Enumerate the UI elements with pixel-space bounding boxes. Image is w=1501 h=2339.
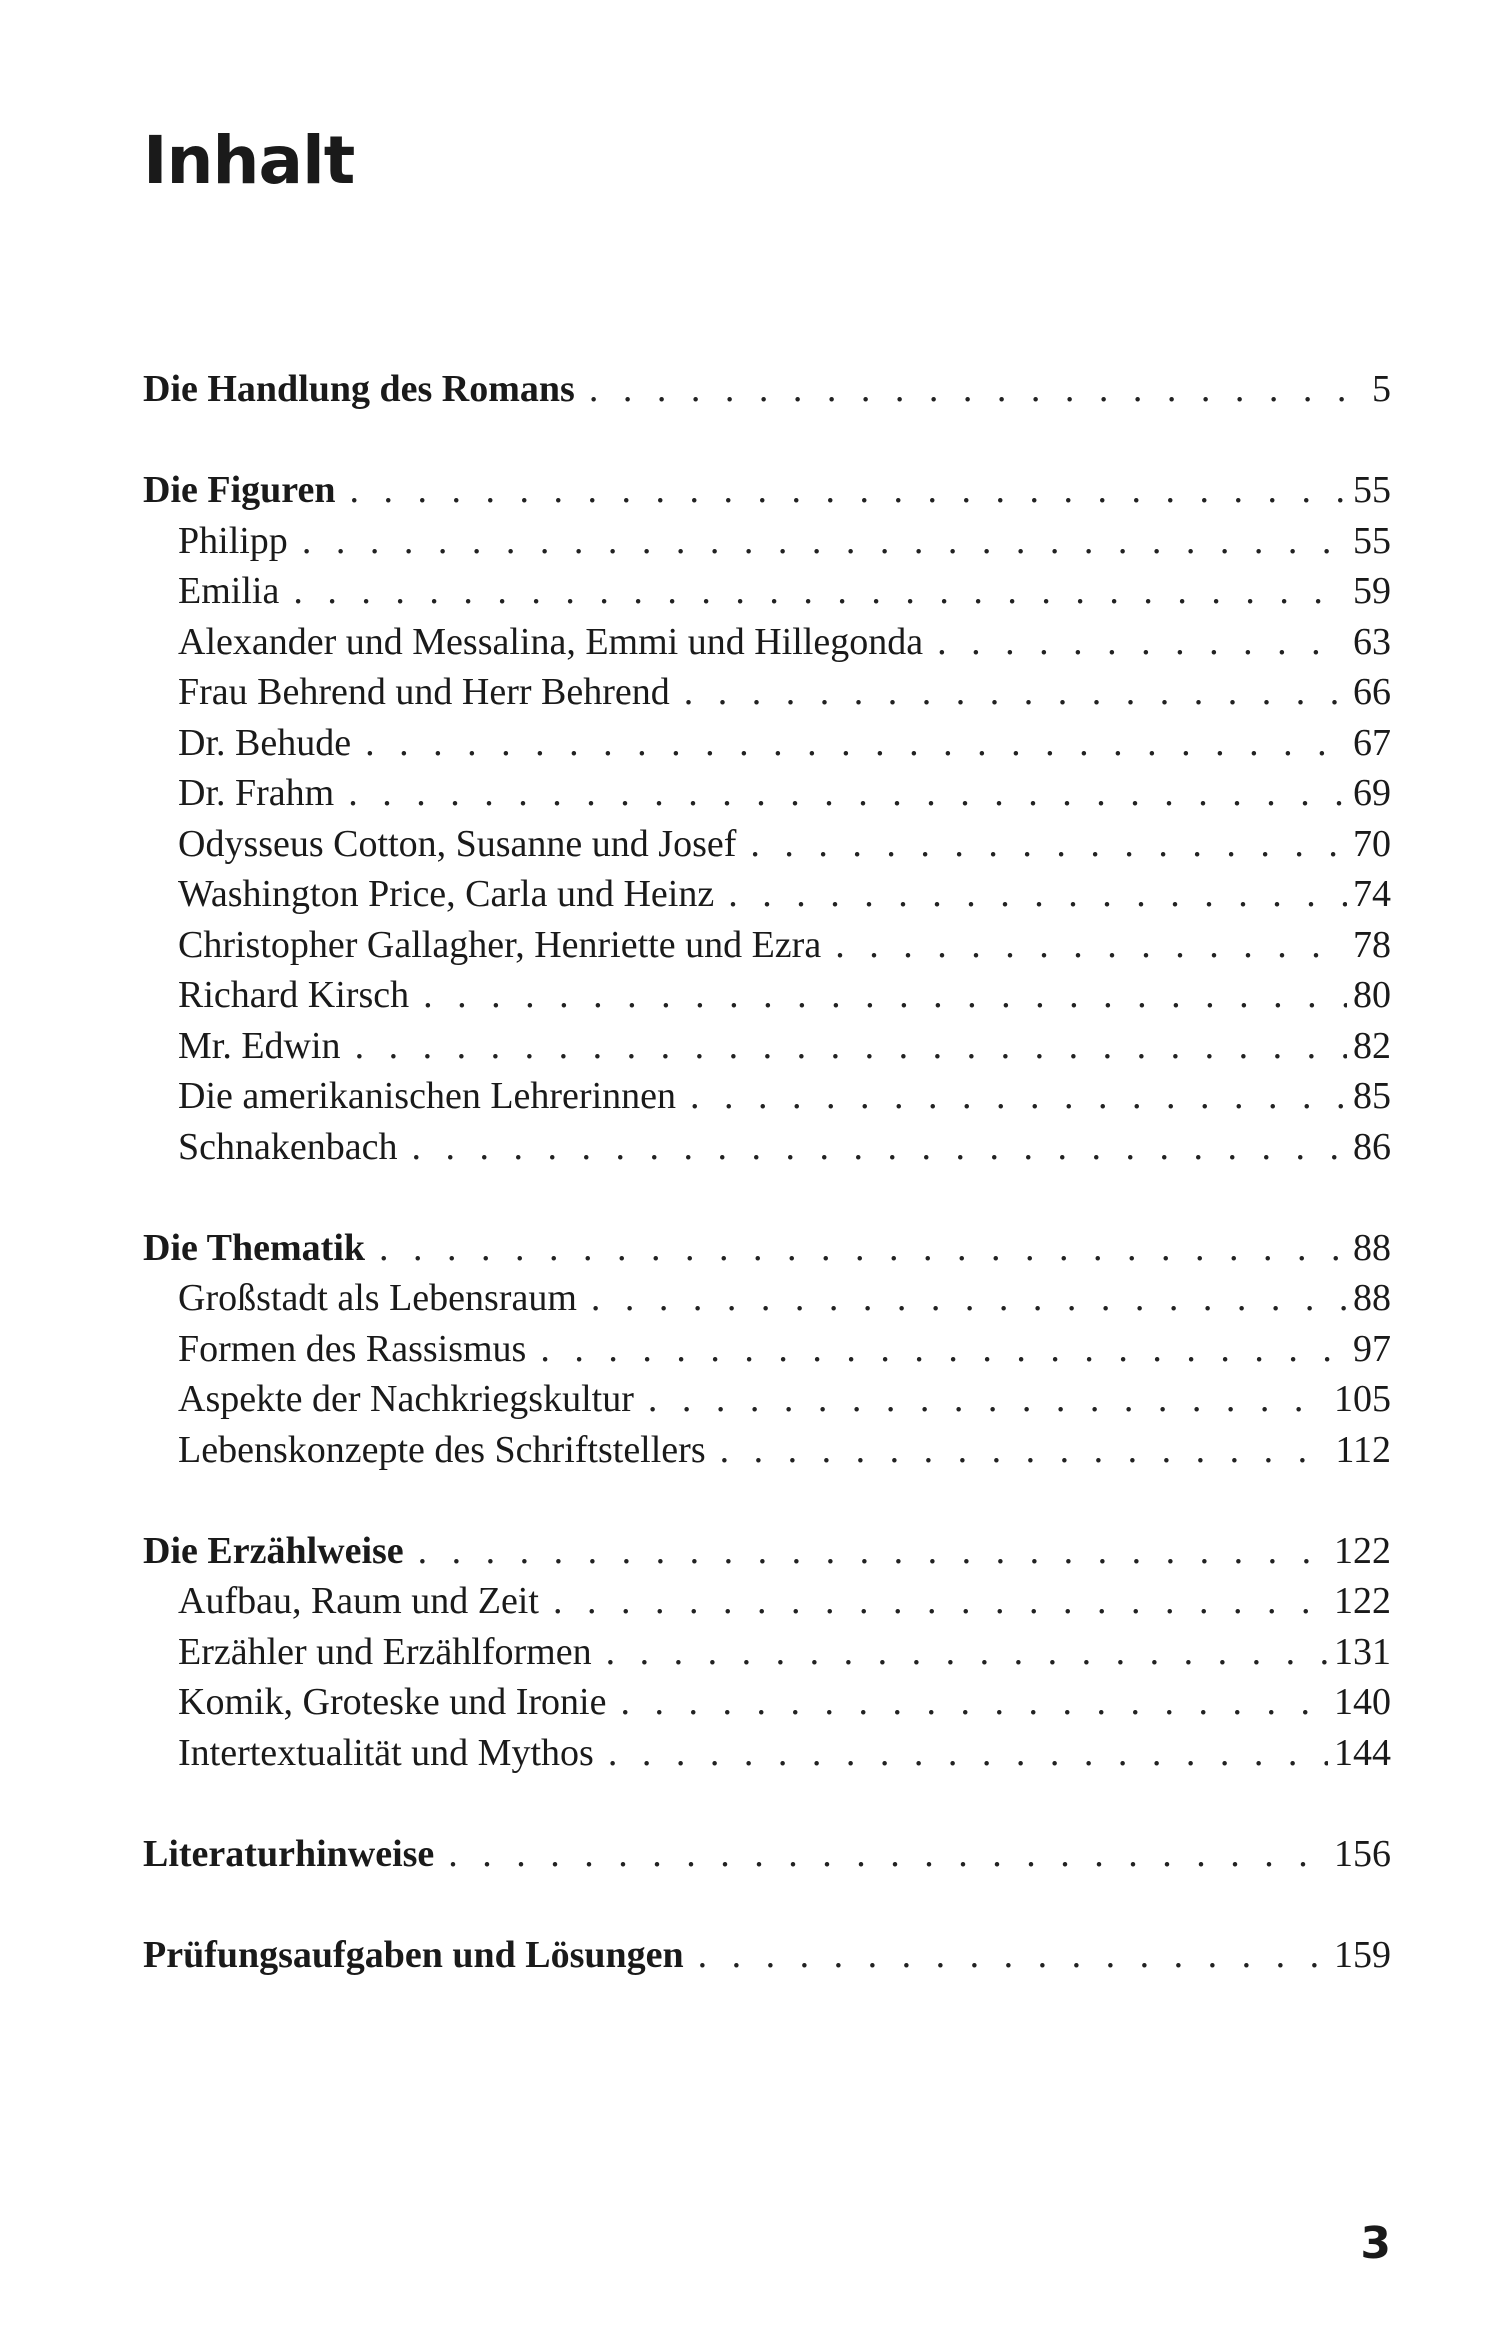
page-number: 3	[1360, 2218, 1391, 2269]
toc-page-number: 78	[1353, 923, 1391, 966]
toc-page-number: 88	[1353, 1277, 1391, 1319]
toc-entry[interactable]	[143, 1071, 1391, 1122]
toc-entry-title: Erzähler und Erzählformen	[178, 1630, 592, 1673]
toc-entry-title: Großstadt als Lebensraum	[178, 1277, 577, 1319]
toc-page-number: 122	[1334, 1529, 1391, 1572]
toc-entry-title: Lebenskonzepte des Schriftstellers	[178, 1428, 706, 1471]
toc-page-number: 122	[1334, 1580, 1391, 1622]
toc-entry[interactable]	[143, 1273, 1391, 1324]
toc-section-heading[interactable]	[143, 1930, 1391, 1981]
dot-leader	[448, 1829, 1328, 1880]
dot-leader	[835, 920, 1347, 971]
toc-entry-title: Intertextualität und Mythos	[178, 1731, 594, 1774]
toc-entry-title: Richard Kirsch	[178, 974, 410, 1016]
dot-leader	[690, 1071, 1347, 1122]
dot-leader	[423, 970, 1347, 1021]
dot-leader	[302, 516, 1347, 567]
toc-page-number: 55	[1353, 519, 1391, 562]
toc-entry[interactable]	[143, 1627, 1391, 1678]
toc-section	[143, 364, 1391, 415]
dot-leader	[379, 1223, 1347, 1274]
toc-entry-title: Frau Behrend und Herr Behrend	[178, 671, 670, 713]
toc-page-number: 66	[1353, 671, 1391, 713]
toc-section-heading[interactable]	[143, 1526, 1391, 1577]
toc-section-title: Literaturhinweise	[143, 1832, 435, 1875]
toc-entry-title: Odysseus Cotton, Susanne und Josef	[178, 822, 737, 865]
toc-entry[interactable]	[143, 1677, 1391, 1728]
toc-section	[143, 1930, 1391, 1981]
toc-section-heading[interactable]	[143, 1829, 1391, 1880]
toc-entry-title: Komik, Groteske und Ironie	[178, 1681, 607, 1723]
dot-leader	[648, 1374, 1328, 1425]
toc-page-number: 88	[1353, 1226, 1391, 1269]
toc-entry-title: Philipp	[178, 519, 288, 562]
dot-leader	[540, 1324, 1347, 1375]
toc-entry[interactable]	[143, 1374, 1391, 1425]
toc-entry-title: Schnakenbach	[178, 1125, 398, 1168]
toc-entry-title: Dr. Behude	[178, 721, 352, 764]
toc-section	[143, 1526, 1391, 1779]
table-of-contents	[143, 364, 1391, 2031]
dot-leader	[698, 1930, 1328, 1981]
toc-entry[interactable]	[143, 920, 1391, 971]
toc-entry[interactable]	[143, 1122, 1391, 1173]
toc-section-title: Die Handlung des Romans	[143, 368, 575, 410]
dot-leader	[293, 566, 1347, 617]
toc-entry-title: Mr. Edwin	[178, 1024, 341, 1067]
toc-entry[interactable]	[143, 718, 1391, 769]
toc-page-number: 159	[1334, 1933, 1391, 1976]
dot-leader	[750, 819, 1347, 870]
toc-page-number: 131	[1334, 1630, 1391, 1673]
toc-section-heading[interactable]	[143, 364, 1391, 415]
toc-entry[interactable]	[143, 1324, 1391, 1375]
toc-entry[interactable]	[143, 1728, 1391, 1779]
toc-page-number: 86	[1353, 1125, 1391, 1168]
toc-entry-title: Dr. Frahm	[178, 772, 335, 814]
dot-leader	[411, 1122, 1347, 1173]
toc-section-title: Prüfungsaufgaben und Lösungen	[143, 1933, 684, 1976]
toc-page-number: 67	[1353, 721, 1391, 764]
toc-entry[interactable]	[143, 970, 1391, 1021]
toc-page-number: 112	[1335, 1428, 1391, 1471]
toc-page-number: 156	[1334, 1832, 1391, 1875]
dot-leader	[620, 1677, 1328, 1728]
toc-page-number: 74	[1353, 873, 1391, 915]
dot-leader	[418, 1526, 1328, 1577]
toc-section-heading[interactable]	[143, 465, 1391, 516]
toc-page-number: 59	[1353, 570, 1391, 612]
toc-entry[interactable]	[143, 768, 1391, 819]
toc-entry[interactable]	[143, 1021, 1391, 1072]
dot-leader	[553, 1576, 1328, 1627]
toc-page-number: 5	[1372, 368, 1391, 410]
toc-entry[interactable]	[143, 819, 1391, 870]
toc-entry-title: Emilia	[178, 570, 280, 612]
toc-entry[interactable]	[143, 566, 1391, 617]
dot-leader	[589, 364, 1366, 415]
toc-entry[interactable]	[143, 1425, 1391, 1476]
toc-entry-title: Formen des Rassismus	[178, 1327, 527, 1370]
dot-leader	[349, 465, 1347, 516]
toc-page-number: 85	[1353, 1075, 1391, 1117]
toc-page-number: 63	[1353, 620, 1391, 663]
toc-entry-title: Aspekte der Nachkriegskultur	[178, 1378, 634, 1420]
toc-entry[interactable]	[143, 516, 1391, 567]
toc-entry[interactable]	[143, 617, 1391, 668]
toc-section-title: Die Erzählweise	[143, 1529, 404, 1572]
toc-section	[143, 1223, 1391, 1476]
toc-entry-title: Aufbau, Raum und Zeit	[178, 1580, 539, 1622]
toc-section-title: Die Thematik	[143, 1226, 366, 1269]
toc-entry[interactable]	[143, 869, 1391, 920]
toc-page-number: 140	[1334, 1681, 1391, 1723]
toc-entry-title: Alexander und Messalina, Emmi und Hillegonda	[178, 620, 924, 663]
dot-leader	[365, 718, 1347, 769]
toc-page-number: 70	[1353, 822, 1391, 865]
toc-entry-title: Washington Price, Carla und Heinz	[178, 873, 715, 915]
toc-page-number: 105	[1334, 1378, 1391, 1420]
toc-entry-title: Die amerikanischen Lehrerinnen	[178, 1075, 676, 1117]
toc-page-number: 97	[1353, 1327, 1391, 1370]
dot-leader	[355, 1021, 1347, 1072]
toc-entry[interactable]	[143, 667, 1391, 718]
toc-entry-title: Christopher Gallagher, Henriette und Ezra	[178, 923, 822, 966]
dot-leader	[684, 667, 1347, 718]
dot-leader	[591, 1273, 1347, 1324]
dot-leader	[348, 768, 1347, 819]
dot-leader	[608, 1728, 1328, 1779]
toc-section-title: Die Figuren	[143, 469, 336, 511]
toc-page-number: 80	[1353, 974, 1391, 1016]
toc-section	[143, 465, 1391, 1172]
toc-section-heading[interactable]	[143, 1223, 1391, 1274]
toc-page-number: 144	[1334, 1731, 1391, 1774]
toc-section	[143, 1829, 1391, 1880]
page-title: Inhalt	[143, 122, 355, 199]
toc-page-number: 69	[1353, 772, 1391, 814]
dot-leader	[720, 1425, 1330, 1476]
dot-leader	[728, 869, 1347, 920]
toc-page-number: 55	[1353, 469, 1391, 511]
toc-entry[interactable]	[143, 1576, 1391, 1627]
dot-leader	[937, 617, 1347, 668]
toc-page-number: 82	[1353, 1024, 1391, 1067]
dot-leader	[606, 1627, 1328, 1678]
